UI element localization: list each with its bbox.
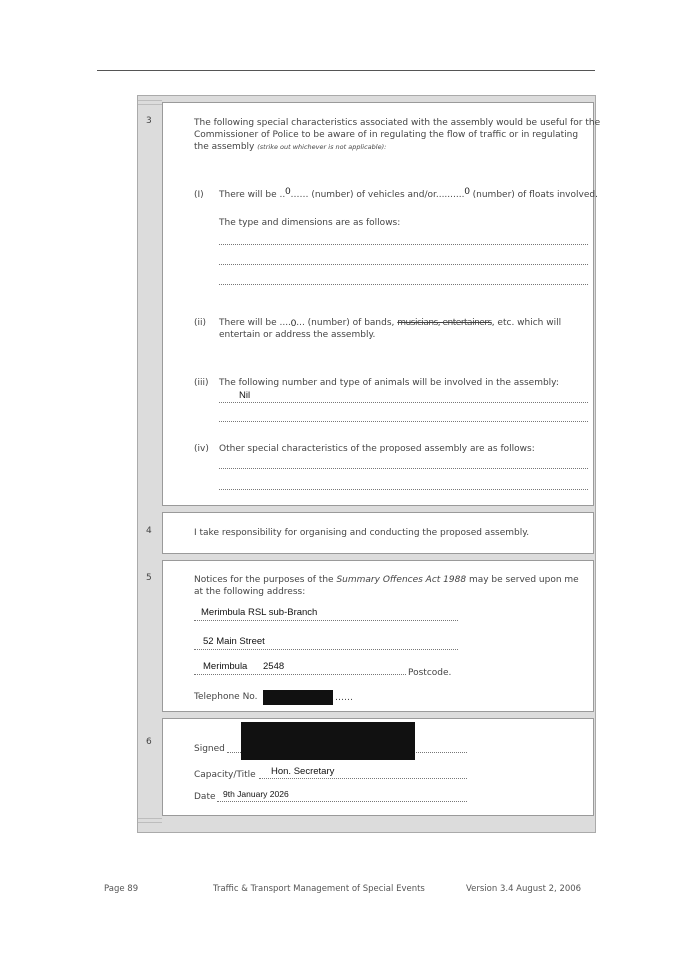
responsibility-text: I take responsibility for organising and conducting the proposed assembly. bbox=[194, 528, 530, 538]
item-i-text-b: …… (number) of vehicles and/or.......... bbox=[290, 190, 465, 200]
s3-intro-note: (strike out whichever is not applicable): bbox=[257, 143, 387, 151]
struck-out-text: musicians, entertainers bbox=[397, 318, 492, 328]
footer-title: Traffic & Transport Management of Special Events bbox=[213, 884, 425, 894]
item-ii-text-c: , etc. which will bbox=[491, 318, 562, 328]
item-i-text-a: There will be .. bbox=[219, 190, 286, 200]
address-line2 bbox=[194, 649, 458, 650]
date-label: Date bbox=[194, 792, 216, 802]
item-i-label: (I) bbox=[194, 190, 204, 200]
address-line1 bbox=[194, 620, 458, 621]
bands-value[interactable]: 0 bbox=[290, 318, 297, 329]
item-iv-label: (iv) bbox=[194, 444, 209, 454]
item-ii-text-a: There will be .... bbox=[219, 318, 291, 328]
type-dims-label: The type and dimensions are as follows: bbox=[219, 218, 401, 228]
section-3 bbox=[162, 102, 601, 506]
s3-intro-line2: Commissioner of Police to be aware of in regulating the flow of traffic or in regulating bbox=[194, 130, 579, 140]
footer-version: Version 3.4 August 2, 2006 bbox=[466, 884, 582, 894]
address-line2-value[interactable]: 52 Main Street bbox=[203, 636, 265, 647]
type-dims-line[interactable] bbox=[219, 244, 588, 245]
gutter-line bbox=[138, 818, 162, 819]
act-name: Summary Offences Act 1988 bbox=[336, 575, 467, 585]
item-ii-text-d: entertain or address the assembly. bbox=[219, 330, 376, 340]
capacity-line bbox=[259, 778, 467, 779]
type-dims-line[interactable] bbox=[219, 284, 588, 285]
address-line1-value[interactable]: Merimbula RSL sub-Branch bbox=[201, 607, 318, 618]
gutter-line bbox=[138, 100, 162, 101]
item-ii-label: (ii) bbox=[194, 318, 207, 328]
item-iv-text: Other special characteristics of the proposed assembly are as follows: bbox=[219, 444, 535, 454]
gutter-line bbox=[138, 822, 162, 823]
other-line[interactable] bbox=[219, 468, 588, 469]
s3-intro-line1: The following special characteristics associated with the assembly would be useful for the bbox=[194, 118, 601, 128]
telephone-label: Telephone No. bbox=[194, 692, 258, 702]
section-number: 6 bbox=[146, 737, 152, 747]
section-number: 4 bbox=[146, 526, 152, 536]
gutter-line bbox=[138, 104, 162, 105]
item-iii-label: (iii) bbox=[194, 378, 209, 388]
telephone-trail: …… bbox=[335, 693, 353, 703]
type-dims-line[interactable] bbox=[219, 264, 588, 265]
item-ii-text bbox=[219, 317, 561, 330]
section-4 bbox=[162, 512, 594, 554]
item-ii-text-b: ... (number) of bands, bbox=[296, 318, 395, 328]
redacted-telephone bbox=[263, 690, 333, 705]
s5-text-a: Notices for the purposes of the bbox=[194, 575, 334, 585]
form-frame bbox=[137, 95, 601, 833]
item-i-text bbox=[219, 186, 598, 202]
postcode-value[interactable]: 2548 bbox=[263, 661, 285, 672]
postcode-label: Postcode. bbox=[408, 668, 452, 678]
s5-text-b: may be served upon me bbox=[468, 575, 579, 585]
date-value[interactable]: 9th January 2026 bbox=[223, 789, 289, 799]
signed-label: Signed bbox=[194, 744, 225, 754]
capacity-label: Capacity/Title bbox=[194, 770, 256, 780]
capacity-value[interactable]: Hon. Secretary bbox=[271, 766, 335, 777]
section-number: 3 bbox=[146, 116, 152, 126]
footer-page: Page 89 bbox=[104, 884, 139, 894]
item-iii-text: The following number and type of animals will be involved in the assembly: bbox=[219, 378, 559, 388]
floats-value[interactable]: 0 bbox=[464, 186, 470, 197]
vehicles-value[interactable]: 0 bbox=[285, 186, 291, 197]
s5-line2: at the following address: bbox=[194, 587, 306, 597]
s5-line1 bbox=[194, 574, 579, 587]
other-line[interactable] bbox=[219, 489, 588, 490]
item-i-text-c: (number) of floats involved. bbox=[472, 190, 598, 200]
s3-intro-text: the assembly bbox=[194, 142, 255, 152]
animals-value[interactable]: Nil bbox=[239, 390, 251, 401]
animals-line[interactable] bbox=[219, 402, 588, 403]
section-number: 5 bbox=[146, 573, 152, 583]
animals-line[interactable] bbox=[219, 421, 588, 422]
date-line bbox=[217, 801, 467, 802]
section-6 bbox=[162, 718, 594, 816]
town-line bbox=[194, 674, 406, 675]
redacted-signature bbox=[241, 722, 415, 760]
header-rule bbox=[97, 70, 595, 71]
s3-intro-line3 bbox=[194, 141, 386, 154]
town-value[interactable]: Merimbula bbox=[203, 661, 248, 672]
section-5 bbox=[162, 560, 594, 712]
